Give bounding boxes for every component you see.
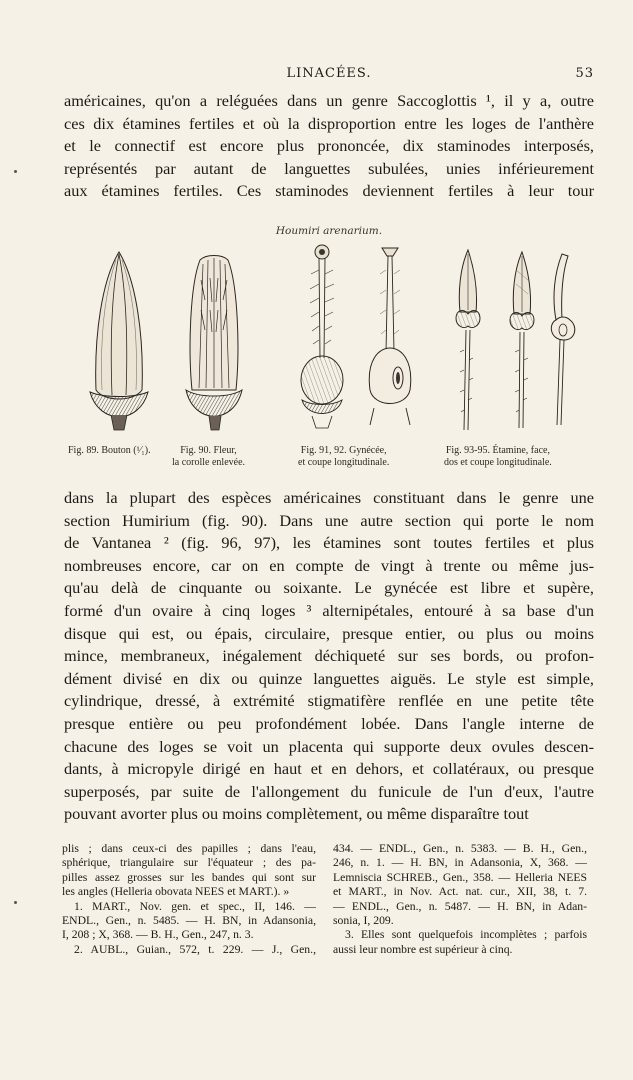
text-line: qu'au delà de cinquante ou soixante. Le gynécée est libre et supère, xyxy=(64,578,594,598)
caption-fig-93-95 xyxy=(444,445,552,469)
text-line: presque entière ou peu profondément lobée. Dans l'angle interne de xyxy=(64,713,594,733)
figure-title: Houmiri arenarium. xyxy=(275,225,383,237)
page-number: 53 xyxy=(575,66,594,81)
footnote-line: I, 208 ; X, 368. — B. H., Gen., 247, n. 3. xyxy=(62,928,254,942)
caption-line: Fig. 91, 92. Gynécée, xyxy=(300,445,387,456)
running-head-title: LINACÉES. xyxy=(286,66,372,81)
footnote-line: sphérique, triangulaire sur l'équateur ; des pa- xyxy=(62,856,316,870)
caption-line: Fig. 90. Fleur, xyxy=(180,445,237,456)
text-line: section Humirium (fig. 90). Dans une autre section qui porte le nom xyxy=(64,510,594,530)
footnote-line: 246, n. 1. — H. BN, in Adansonia, X, 368. — xyxy=(333,856,587,870)
paragraph-top xyxy=(64,90,594,203)
text-line: aux étamines fertiles. Ces staminodes deviennent fertiles à leur tour xyxy=(64,181,594,201)
stamen-face-drawing xyxy=(456,250,480,430)
footnote-line: — ENDL., Gen., n. 5487. — H. BN, in Adan- xyxy=(333,899,587,913)
text-line: et le connectif est encore plus prononcée, dix staminodes interposés, xyxy=(64,136,594,156)
botanical-illustration xyxy=(64,240,594,440)
margin-dot xyxy=(14,901,17,904)
footnote-line: 2. AUBL., Guian., 572, t. 229. — J., Gen., xyxy=(74,942,316,956)
caption-line: Fig. 93-95. Étamine, face, xyxy=(445,445,550,456)
gynoecium-drawing xyxy=(301,245,343,428)
text-line: superposés, par suite de l'allongement du funicule de l'un d'eux, l'autre xyxy=(64,781,594,801)
caption-fig-91-92 xyxy=(298,445,389,469)
text-line: nombreuses encore, car on en compte de vingt à trente ou même jus- xyxy=(64,555,594,575)
text-line: représentés par autant de languettes subulées, unies inférieurement xyxy=(64,158,594,178)
text-line: de Vantanea ² (fig. 96, 97), les étamines sont toutes fertiles et plus xyxy=(64,533,594,553)
footnote-line: les angles (Helleria obovata NEES et MART.). » xyxy=(62,885,290,899)
footnotes-right-column xyxy=(333,842,587,957)
text-line: cylindrique, dressé, à extrémité stigmatifère renflée en une petite tête xyxy=(64,691,594,711)
text-line: dément divisé en dix ou quinze languettes aiguës. Le style est simple, xyxy=(64,668,594,688)
caption-line: dos et coupe longitudinale. xyxy=(444,457,552,468)
text-line: mince, membraneux, inégalement déchiqueté sur ses bords, ou profon- xyxy=(64,646,594,666)
footnote-line: aussi leur nombre est supérieur à cinq. xyxy=(333,942,513,956)
footnotes-left-column xyxy=(62,842,316,957)
footnote-line: ENDL., Gen., n. 5485. — H. BN, in Adansonia, xyxy=(62,914,316,928)
footnote-line: et MART., in Nov. Act. nat. cur., XII, 38, t. 7. xyxy=(333,885,587,899)
text-line: disque qui est, ou épais, circulaire, presque entier, ou plus ou moins xyxy=(64,623,594,643)
footnote-line: 1. MART., Nov. gen. et spec., II, 146. — xyxy=(74,899,316,913)
text-line: ces dix étamines fertiles et où la disproportion entre les loges de l'anthère xyxy=(64,113,594,133)
footnote-line: sonia, I, 209. xyxy=(333,914,394,928)
footnote-line: Lemniscia SCHREB., Gen., 358. — Helleria NEES xyxy=(333,870,587,884)
margin-dot xyxy=(14,170,17,173)
footnote-line: 3. Elles sont quelquefois incomplètes ; parfois xyxy=(345,928,587,942)
bud-drawing xyxy=(90,252,148,430)
caption-fig-90 xyxy=(172,445,245,469)
paragraph-bottom xyxy=(64,487,594,826)
stamen-back-drawing xyxy=(510,252,534,428)
caption-line: la corolle enlevée. xyxy=(172,457,246,468)
stamen-section-drawing xyxy=(551,254,574,425)
footnote-line: pilles assez grosses sur les bandes qui sont sur xyxy=(62,870,316,884)
text-line: pouvant avorter plus ou moins complètement, ou même disparaître tout xyxy=(64,804,529,824)
text-line: américaines, qu'on a reléguées dans un genre Saccoglottis ¹, il y a, outre xyxy=(64,91,594,110)
text-line: chacune des loges se voit un placenta qui supporte deux ovules descen- xyxy=(64,736,594,756)
gynoecium-section-drawing xyxy=(369,248,410,425)
running-head xyxy=(64,66,594,84)
text-line: dans la plupart des espèces américaines constituant dans le genre une xyxy=(64,488,594,507)
text-line: dants, à micropyle dirigé en haut et en dehors, et collatéraux, ou presque xyxy=(64,759,594,779)
caption-line: et coupe longitudinale. xyxy=(298,457,390,468)
footnote-line: plis ; dans ceux-ci des papilles ; dans l'eau, xyxy=(62,842,316,855)
text-line: formé d'un ovaire à cinq loges ³ alternipétales, entouré à sa base d'un xyxy=(64,600,594,620)
footnote-line: 434. — ENDL., Gen., n. 5383. — B. H., Gen., xyxy=(333,842,587,855)
flower-drawing xyxy=(186,256,242,431)
caption-line: Fig. 89. Bouton (¹⁄₁). xyxy=(68,445,151,456)
caption-fig-89 xyxy=(68,445,151,457)
